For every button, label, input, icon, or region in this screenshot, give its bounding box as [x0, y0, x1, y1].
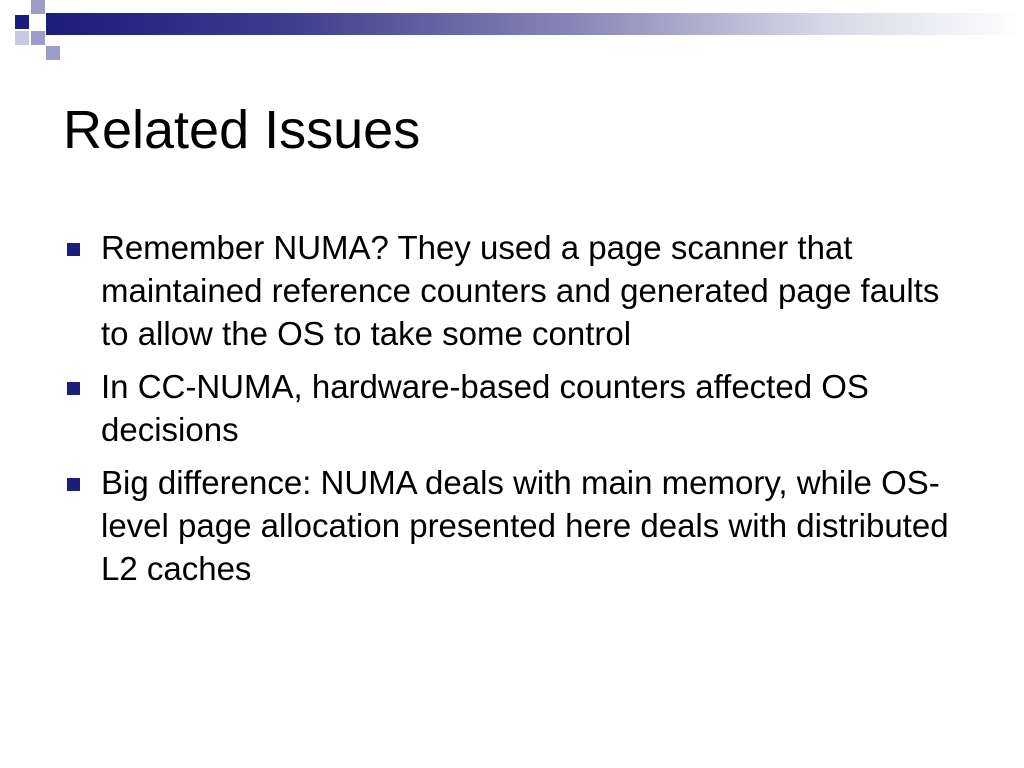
slide-title: Related Issues — [63, 100, 421, 160]
square-bullet-icon — [67, 478, 80, 491]
decor-square — [15, 15, 29, 29]
square-bullet-icon — [67, 382, 80, 395]
bullet-list — [66, 226, 966, 600]
bullet-item — [66, 365, 966, 451]
decor-square — [31, 31, 45, 45]
bullet-item — [66, 461, 966, 590]
bullet-text: Remember NUMA? They used a page scanner that maintained reference counters and generated page faults to allow the OS to take some control — [101, 229, 940, 352]
gradient-band — [46, 13, 1024, 35]
decor-square — [46, 46, 60, 60]
header-decoration — [0, 0, 1024, 60]
decor-square — [15, 31, 29, 45]
square-bullet-icon — [67, 243, 80, 256]
bullet-item — [66, 226, 966, 355]
bullet-text: In CC-NUMA, hardware-based counters affected OS decisions — [101, 368, 869, 448]
decor-square — [31, 0, 45, 14]
bullet-text: Big difference: NUMA deals with main memory, while OS-level page allocation presented here deals with distributed L2 caches — [101, 464, 949, 587]
